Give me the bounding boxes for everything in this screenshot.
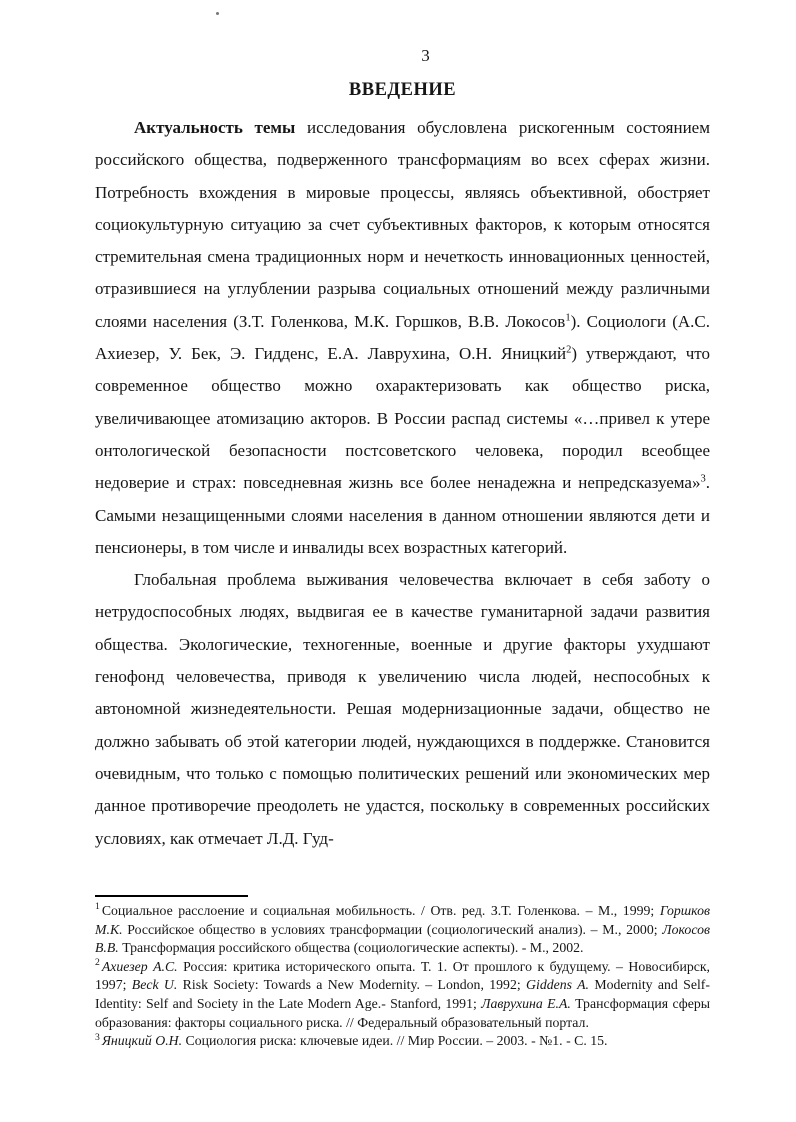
paragraph-1-run-1: исследования обусловлена рискогенным состоянием российского общества, подверженного трансформациям во всех сферах жизни. Потребность вхождения в мировые процессы, являясь объективной, обостряет социокультурную ситуацию за счет субъективных факторов, к которым относятся стремительная смена традиционных норм и нечеткость инновационных ценностей, отразившиеся на углублении разрыва социальных отношений между различными слоями населения (З.Т. Голенкова, М.К. Горшков, В.В. Локосов [95,118,710,331]
footnote-2-marker: 2 [95,957,100,969]
footnote-2-run-2: Risk Society: Towards a New Modernity. – London, 1992; [177,977,527,993]
scan-artifact-dot [216,12,219,15]
footnote-2-author-1: Ахиезер А.С. [101,958,178,974]
paragraph-1 [95,112,710,564]
paragraph-1-run-4: . Самыми незащищенными слоями населения в данном отношении являются дети и пенсионеры, в том числе и инвалиды всех возрастных категорий. [95,473,710,557]
paragraph-2-run-1: Глобальная проблема выживания человечества включает в себя заботу о нетрудоспособных людях, выдвигая ее в качестве гуманитарной задачи развития общества. Экологические, техногенные, военные и другие факторы ухудшают генофонд человечества, приводя к увеличению числа людей, неспособных к автономной жизнедеятельности. Решая модернизационные задачи, общество не должно забывать об этой категории людей, нуждающихся в поддержке. Становится очевидным, что только с помощью политических решений или экономических мер данное противоречие преодолеть не удастся, поскольку в современных российских условиях, как отмечает Л.Д. Гуд- [95,570,710,848]
footnote-1-run-1: Социальное расслоение и социальная мобильность. / Отв. ред. З.Т. Голенкова. – М., 1999; [101,903,660,918]
paragraph-1-run-3: ) утверждают, что современное общество можно охарактеризовать как общество риска, увеличивающее атомизацию акторов. В России распад системы «…привел к утере онтологической безопасности постсоветского человека, породил всеобщее недоверие и страх: повседневная жизнь все более ненадежна и непредсказуема» [95,344,710,493]
footnote-2-run-4: Трансформация сферы образования: факторы социального риска. // Федеральный образовательный портал. [95,995,710,1030]
footnote-2-run-3: Modernity and Self-Identity: Self and Society in the Late Modern Age.- Stanford, 1991; [95,977,710,1011]
footnote-2-author-3: Giddens A. [526,977,589,993]
footnote-ref-1: 1 [565,312,571,324]
page-title: ВВЕДЕНИЕ [348,80,457,100]
footnote-1-author-2: Локосов В.В. [95,921,710,956]
footnote-2-author-4: Лаврухина Е.А. [481,995,571,1011]
footnote-1-run-2: Российское общество в условиях трансформации (социологический анализ). – М., 2000; [122,921,663,937]
footnote-1-author-1: Горшков М.К. [95,903,710,937]
bold-lead-text: Актуальность темы [134,118,296,137]
footnote-1-run-3: Трансформация российского общества (социологические аспекты). - М., 2002. [118,940,584,956]
footnote-3-author-1: Яницкий О.Н. [101,1033,183,1049]
footnote-3 [95,1032,710,1051]
paragraph-1-run-2: ). Социологи (А.С. Ахиезер, У. Бек, Э. Гидденс, Е.А. Лаврухина, О.Н. Яницкий [95,311,710,364]
paragraph-2 [95,564,710,855]
page-number: 3 [421,46,430,65]
footnote-1 [95,902,710,958]
footnote-2-run-1: Россия: критика исторического опыта. Т. 1. От прошлого к будущему. – Новосибирск, 1997; [95,958,710,993]
footnote-ref-2: 2 [566,344,572,356]
footnote-ref-3: 3 [700,473,706,485]
footnote-1-marker: 1 [95,901,100,913]
document-body [95,112,710,855]
footnote-2 [95,958,710,1032]
footnotes-section [95,895,710,1051]
footnote-separator-rule [95,895,248,897]
footnote-3-marker: 3 [95,1031,100,1043]
footnote-2-author-2: Beck U. [131,977,178,993]
footnote-3-run-1: Социология риска: ключевые идеи. // Мир России. – 2003. - №1. - С. 15. [182,1033,608,1049]
